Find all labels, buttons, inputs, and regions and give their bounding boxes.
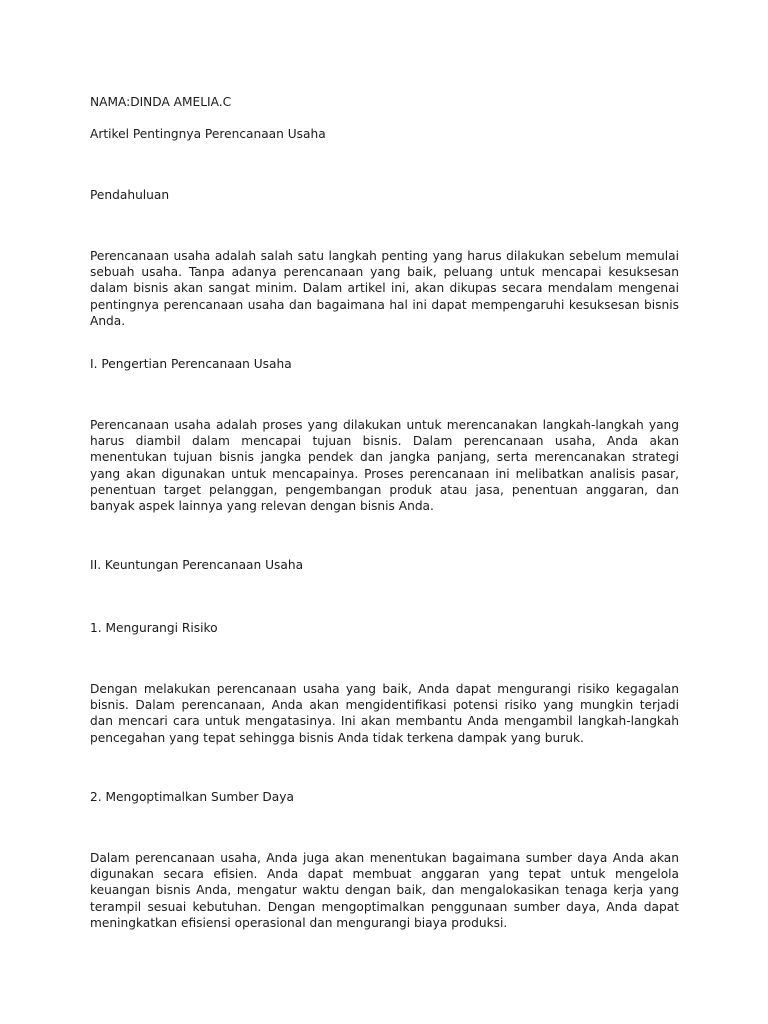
point-1-heading: 1. Mengurangi Risiko <box>90 621 218 635</box>
section-2-heading: II. Keuntungan Perencanaan Usaha <box>90 558 304 572</box>
intro-heading: Pendahuluan <box>90 188 170 202</box>
section-1-heading: I. Pengertian Perencanaan Usaha <box>90 357 292 371</box>
article-title: Artikel Pentingnya Perencanaan Usaha <box>90 127 326 141</box>
document-page <box>90 0 679 1024</box>
point-1-paragraph: Dengan melakukan perencanaan usaha yang baik, Anda dapat mengurangi risiko kegagalan bisnis. Dalam perencanaan, Anda akan mengidentifikasi potensi risiko yang mungkin terjadi dan mencari cara untuk mengatasinya. Ini akan membantu Anda mengambil langkah-langkah pencegahan yang tepat sehingga bisnis Anda tidak terkena dampak yang buruk. <box>90 682 679 745</box>
section-1-paragraph: Perencanaan usaha adalah proses yang dilakukan untuk merencanakan langkah-langkah yang harus diambil dalam mencapai tujuan bisnis. Dalam perencanaan usaha, Anda akan menentukan tujuan bisnis jangka pendek dan jangka panjang, serta merencanakan strategi yang akan digunakan untuk mencapainya. Proses perencanaan ini melibatkan analisis pasar, penentuan target pelanggan, pengembangan produk atau jasa, penentuan anggaran, dan banyak aspek lainnya yang relevan dengan bisnis Anda. <box>90 418 679 514</box>
point-2-heading: 2. Mengoptimalkan Sumber Daya <box>90 790 294 804</box>
intro-paragraph: Perencanaan usaha adalah salah satu langkah penting yang harus dilakukan sebelum memulai sebuah usaha. Tanpa adanya perencanaan yang baik, peluang untuk mencapai kesuksesan dalam bisnis akan sangat minim. Dalam artikel ini, akan dikupas secara mendalam mengenai pentingnya perencanaan usaha dan bagaimana hal ini dapat mempengaruhi kesuksesan bisnis Anda. <box>90 249 679 328</box>
point-2-paragraph: Dalam perencanaan usaha, Anda juga akan menentukan bagaimana sumber daya Anda akan digunakan secara efisien. Anda dapat membuat anggaran yang tepat untuk mengelola keuangan bisnis Anda, mengatur waktu dengan baik, dan mengalokasikan tenaga kerja yang terampil sesuai kebutuhan. Dengan mengoptimalkan penggunaan sumber daya, Anda dapat meningkatkan efisiensi operasional dan mengurangi biaya produksi. <box>90 851 679 930</box>
author-name: NAMA:DINDA AMELIA.C <box>90 95 232 109</box>
